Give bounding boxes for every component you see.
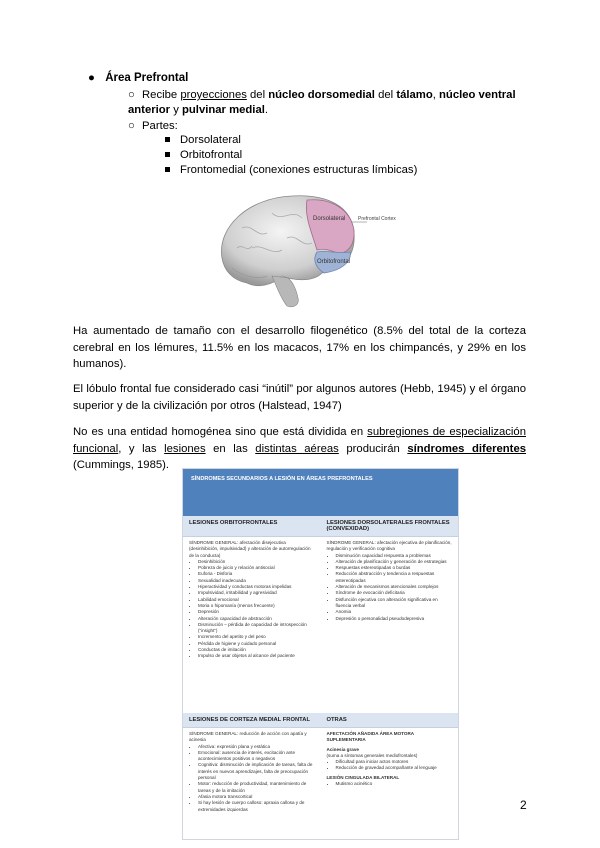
list-item: • Disfunción ejecutiva con alteración significativa en fluencia verbal (336, 597, 453, 610)
page-number: 2 (520, 798, 527, 812)
square-bullet-icon (165, 152, 170, 157)
others-list (327, 759, 453, 772)
list-item: • Depresión o personalidad pseudodepresiva (336, 616, 453, 622)
item-projections: ○ Recibe proyecciones del núcleo dorsomedial del tálamo, núcleo ventral anterior y pulvinar medial. (128, 89, 516, 116)
others-list-2 (327, 781, 453, 787)
list-item: • Desinhibición (198, 559, 315, 565)
list-item: • Reducción de gravedad acompañante al lenguaje (336, 765, 453, 771)
table-row (183, 537, 458, 713)
part-item: Dorsolateral (165, 134, 241, 146)
medial-frontal-cell: SÍNDROME GENERAL: reducción de acción con apatía y acinesia • Afectiva: expresión plana y estática • Emocional: ausencia de interés, excitación ante acontecimientos positivos o negativos • Cognitiva: disminución de implicación de tareas, falta de interés en nuevos aprendizajes, falta de preocupación personal • Motor: reducción de productividad, mantenimiento de tareas y de la imitación • Afasia motora transcortical • Si hay lesión de cuerpo calloso: apraxia callosa y de extremidades izquierdas (183, 728, 321, 816)
list-item: • Pobreza de juicio y relación antisocial (198, 565, 315, 571)
bullet-icon: ● (88, 72, 95, 84)
list-item: • Sexualidad inadecuada (198, 578, 315, 584)
list-item: • Dificultad para iniciar actos motores (336, 759, 453, 765)
list-item: • Cognitiva: disminución de implicación de tareas, falta de interés en nuevos aprendizajes, falta de preocupación personal (198, 762, 315, 781)
list-item: • Motor: reducción de productividad, mantenimiento de tareas y de la imitación (198, 781, 315, 794)
list-item: • Alteración capacidad de abstracción (198, 616, 315, 622)
circle-bullet-icon: ○ (128, 120, 135, 132)
list-item: • Impulso de usar objetos al alcance del paciente (198, 653, 315, 659)
table-header: SÍNDROMES SECUNDARIOS A LESIÓN EN ÁREAS PREFRONTALES (183, 469, 458, 516)
list-item: • Labilidad emocional (198, 597, 315, 603)
list-item: • Incremento del apetito y del peso (198, 634, 315, 640)
circle-bullet-icon: ○ (128, 89, 135, 101)
list-item: • Afasia motora transcortical (198, 794, 315, 800)
part-item: Orbitofrontal (165, 149, 242, 161)
list-item: • Alteración de mecanismos atencionales complejos (336, 584, 453, 590)
list-item: • Conductas de imitación (198, 647, 315, 653)
table-row-head: LESIONES DE CORTEZA MEDIAL FRONTAL OTRAS (183, 713, 458, 728)
list-item: • Depresión (198, 609, 315, 615)
others-cell: AFECTACIÓN AÑADIDA ÁREA MOTORA SUPLEMENTARIA Acinesia grave (suma a síntomas generales mediofrontales) • Dificultad para iniciar actos motores • Reducción de gravedad acompañante al lenguaje LESIÓN CINGULADA BILATERAL • Mutismo acinético (321, 728, 459, 816)
list-item: • Disminución – pérdida de capacidad de introspección (“insight”) (198, 622, 315, 635)
prefrontal-cortex-label: Prefrontal Cortex (358, 216, 396, 222)
paragraph-frontal-lobe: El lóbulo frontal fue considerado casi “inútil” por algunos autores (Hebb, 1945) y el órgano superior y de la civilización por otros (Halstead, 1947) (73, 383, 526, 412)
orbitofrontal-cell: SÍNDROME GENERAL: afectación disejecutiva (desinhibición, impulsividad) y alteración de autorregulación de la conducta) • Desinhibición • Pobreza de juicio y relación antisocial • Euforia - Disforia • Sexualidad inadecuada • Hiperactividad y conductas motoras impelidas • Impulsividad, irritabilidad y agresividad • Labilidad emocional • Moria o hipomanía (menos frecuente) • Depresión • Alteración capacidad de abstracción • Disminución – pérdida de capacidad de introspección (“insight”) • Incremento del apetito y del peso • Pérdida de higiene y cuidado personal • Conductas de imitación • Impulso de usar objetos al alcance del paciente (183, 537, 321, 713)
list-item: • Reducción abstracción y tendencia a respuestas estereotipadas (336, 571, 453, 584)
table-row-head: LESIONES ORBITOFRONTALES LESIONES DORSOLATERALES FRONTALES (CONVEXIDAD) (183, 516, 458, 537)
section-title (88, 72, 188, 84)
list-item: • Anomia (336, 609, 453, 615)
square-bullet-icon (165, 167, 170, 172)
list-item: • Mutismo acinético (336, 781, 453, 787)
list-item: • Impulsividad, irritabilidad y agresividad (198, 590, 315, 596)
dorsolateral-cell: SÍNDROME GENERAL: afectación ejecutiva de planificación, regulación y verificación cognitiva • Disminución capacidad respuesta a problemas • Alteración de planificación y generación de estrategias • Respuestas estereotipadas o burdas • Reducción abstracción y tendencia a respuestas estereotipadas • Alteración de mecanismos atencionales complejos • Síndrome de evocación deficitaria • Disfunción ejecutiva con alteración significativa en fluencia verbal • Anomia • Depresión o personalidad pseudodepresiva (321, 537, 459, 713)
list-item: • Emocional: ausencia de interés, excitación ante acontecimientos positivos o negativos (198, 750, 315, 763)
item-parts: ○ Partes: (128, 120, 178, 132)
list-item: • Euforia - Disforia (198, 571, 315, 577)
table-row (183, 728, 458, 816)
list-item: • Alteración de planificación y generación de estrategias (336, 559, 453, 565)
orbitofrontal-list (189, 559, 315, 660)
list-item: • Síndrome de evocación deficitaria (336, 590, 453, 596)
list-item: • Si hay lesión de cuerpo calloso: apraxia callosa y de extremidades izquierdas (198, 800, 315, 813)
list-item: • Afectiva: expresión plana y estática (198, 744, 315, 750)
square-bullet-icon (165, 137, 170, 142)
medial-frontal-list (189, 744, 315, 813)
syndromes-table (182, 468, 459, 840)
dorsolateral-list (327, 553, 453, 622)
list-item: • Hiperactividad y conductas motoras impelidas (198, 584, 315, 590)
orbitofrontal-label: Orbitofrontal (317, 259, 351, 265)
paragraph-phylogenetic: Ha aumentado de tamaño con el desarrollo filogenético (8.5% del total de la corteza cerebral en los lémures, 11.5% en los macacos, 17% en los chimpancés, y 29% en los humanos). (73, 325, 526, 370)
brain-illustration (212, 188, 397, 308)
dorsolateral-label: Dorsolateral (313, 216, 346, 222)
paragraph-homogeneous: No es una entidad homogénea sino que está dividida en subregiones de especialización funcional, y las lesiones en las distintas aéreas producirán síndromes diferentes (Cummings, 1985). (73, 426, 527, 471)
list-item: • Disminución capacidad respuesta a problemas (336, 553, 453, 559)
list-item: • Respuestas estereotipadas o burdas (336, 565, 453, 571)
part-item: Frontomedial (conexiones estructuras límbicas) (165, 164, 417, 176)
list-item: • Pérdida de higiene y cuidado personal (198, 641, 315, 647)
section-title-text: Área Prefrontal (105, 72, 189, 84)
list-item: • Moria o hipomanía (menos frecuente) (198, 603, 315, 609)
